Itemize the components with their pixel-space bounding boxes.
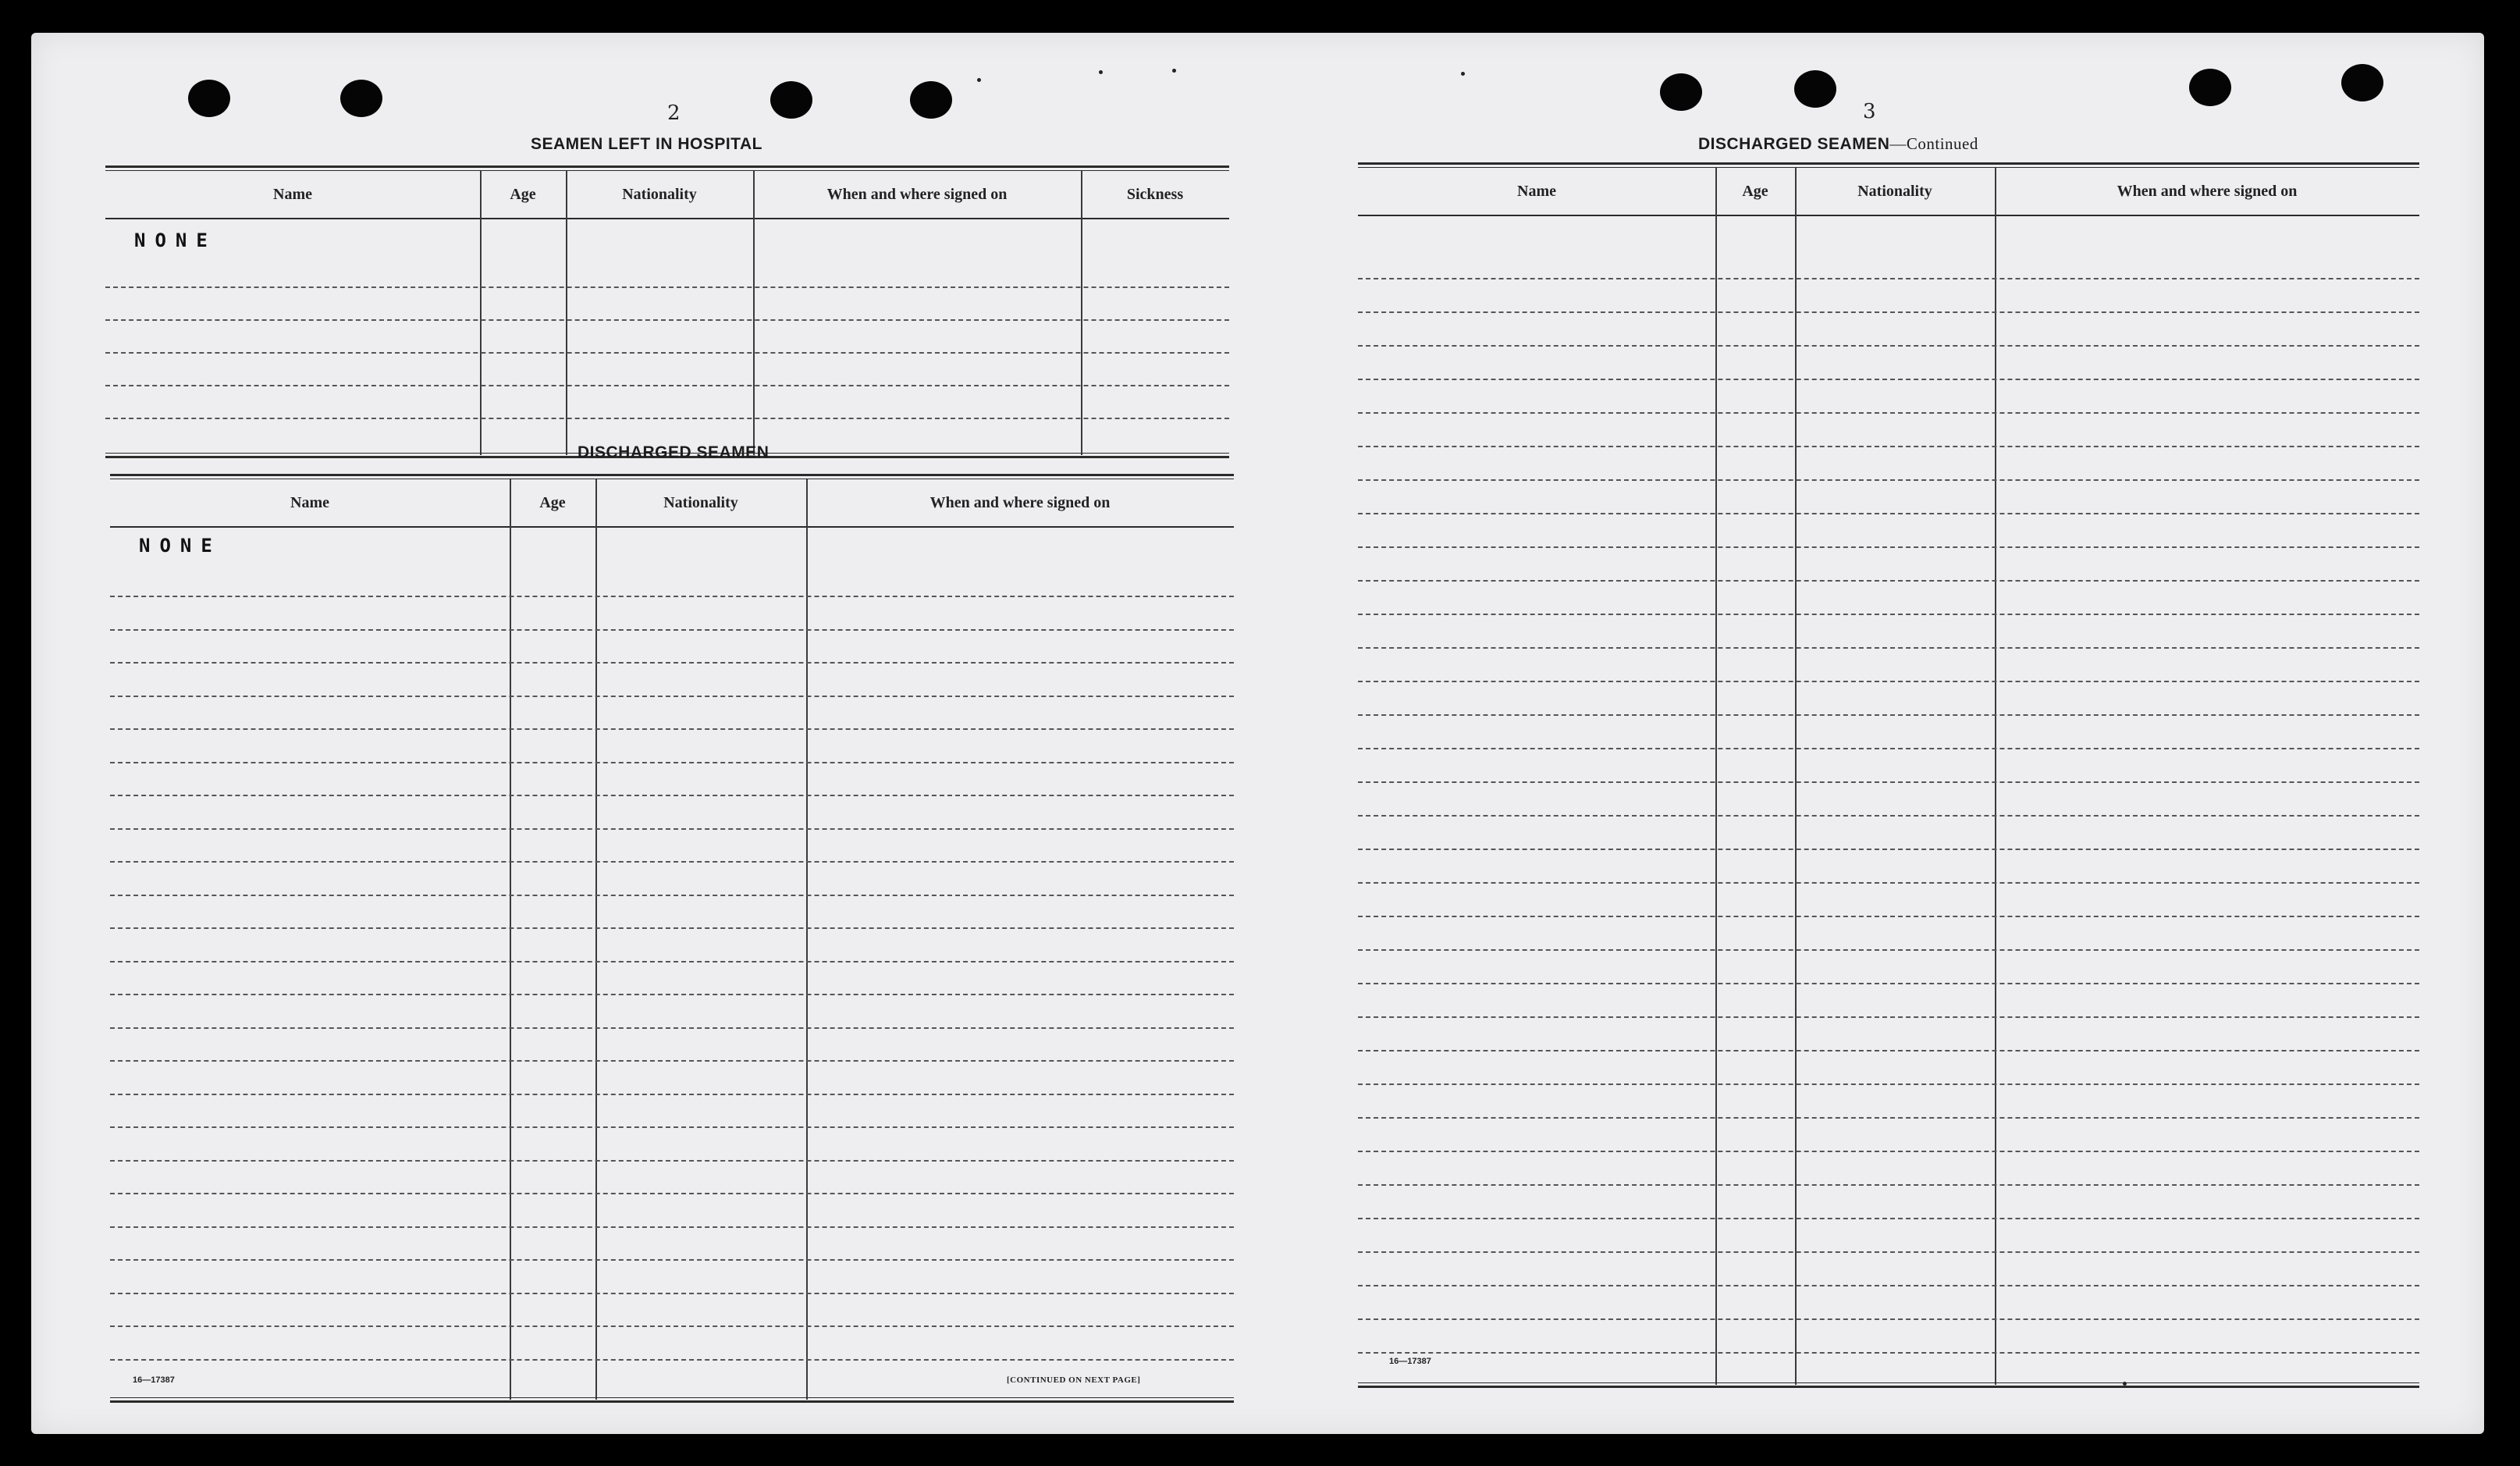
ink-speck — [977, 78, 981, 82]
ruled-line — [110, 1193, 1234, 1194]
ruled-line — [110, 795, 1234, 796]
ruled-line — [110, 1359, 1234, 1361]
ruled-line — [1358, 1016, 2419, 1018]
ruled-line — [1358, 647, 2419, 649]
punch-hole — [340, 80, 382, 117]
double-rule — [1358, 162, 2419, 168]
form-number: 16—17387 — [133, 1375, 175, 1385]
column-header-age: Age — [510, 185, 536, 203]
column-header-name: Name — [290, 493, 329, 511]
column-header-nationality: Nationality — [1857, 182, 1932, 200]
ruled-line — [1358, 748, 2419, 749]
column-header-nationality: Nationality — [622, 185, 697, 203]
column-divider — [1795, 168, 1797, 1385]
hospital-entry-none: NONE — [134, 230, 217, 251]
discharged-entry-none: NONE — [139, 535, 222, 557]
ruled-line — [110, 596, 1234, 597]
ruled-line — [110, 1259, 1234, 1261]
ruled-line — [1358, 1083, 2419, 1085]
ruled-line — [110, 662, 1234, 664]
column-divider — [1081, 171, 1082, 455]
ruled-line — [1358, 345, 2419, 347]
ruled-line — [1358, 983, 2419, 984]
column-header-age: Age — [539, 493, 566, 511]
ink-speck — [1099, 70, 1103, 74]
ruled-line — [110, 1160, 1234, 1162]
column-header-age: Age — [1742, 182, 1768, 200]
punch-hole — [1660, 73, 1702, 111]
form-number: 16—17387 — [1389, 1357, 1431, 1366]
ruled-line — [110, 994, 1234, 995]
double-rule — [110, 474, 1234, 479]
ruled-line — [1358, 949, 2419, 951]
ruled-line — [1358, 546, 2419, 548]
ruled-line — [110, 629, 1234, 631]
table-header — [1358, 168, 2419, 216]
ruled-line — [1358, 1218, 2419, 1219]
ruled-line — [110, 1325, 1234, 1327]
column-divider — [806, 479, 808, 1400]
ruled-line — [1358, 1184, 2419, 1186]
ruled-line — [105, 352, 1229, 354]
discharged-continued-table — [1358, 162, 2419, 1388]
ruled-line — [1358, 1285, 2419, 1286]
page-number: 2 — [667, 101, 681, 125]
ruled-line — [1358, 580, 2419, 582]
ruled-line — [1358, 379, 2419, 380]
column-divider — [1715, 168, 1717, 1385]
ruled-line — [1358, 1151, 2419, 1152]
ruled-line — [105, 319, 1229, 321]
punch-hole — [910, 81, 952, 119]
ledger-sheet — [31, 33, 2484, 1434]
ruled-line — [1358, 1050, 2419, 1051]
double-rule — [1358, 1382, 2419, 1388]
ruled-line — [110, 1293, 1234, 1294]
ruled-line — [1358, 412, 2419, 414]
hospital-table — [105, 165, 1229, 458]
column-header-signed-on: When and where signed on — [2117, 182, 2298, 200]
ruled-line — [105, 418, 1229, 419]
ink-speck — [1461, 72, 1465, 76]
ruled-line — [1358, 781, 2419, 783]
ruled-line — [1358, 446, 2419, 447]
title-main: DISCHARGED SEAMEN — [1698, 135, 1890, 153]
ruled-line — [1358, 278, 2419, 279]
punch-hole — [770, 81, 812, 119]
ruled-line — [110, 1060, 1234, 1062]
column-divider — [480, 171, 482, 455]
ruled-line — [110, 1226, 1234, 1228]
ruled-line — [110, 861, 1234, 863]
ruled-line — [1358, 849, 2419, 850]
ruled-line — [110, 728, 1234, 730]
ruled-line — [1358, 1318, 2419, 1320]
discharged-section-title: DISCHARGED SEAMEN — [578, 443, 770, 461]
column-divider — [566, 171, 567, 455]
column-divider — [753, 171, 755, 455]
hospital-section-title: SEAMEN LEFT IN HOSPITAL — [531, 135, 762, 153]
column-header-nationality: Nationality — [663, 493, 738, 511]
discharged-table — [110, 474, 1234, 1403]
table-header — [110, 479, 1234, 528]
ruled-line — [1358, 1117, 2419, 1119]
ruled-line — [1358, 1251, 2419, 1253]
ruled-line — [110, 1126, 1234, 1128]
ink-speck — [1172, 69, 1176, 73]
punch-hole — [2189, 69, 2231, 106]
punch-hole — [2341, 64, 2383, 101]
table-header — [105, 171, 1229, 219]
ruled-line — [105, 286, 1229, 288]
ruled-line — [110, 927, 1234, 929]
column-divider — [510, 479, 511, 1400]
ruled-line — [1358, 714, 2419, 716]
ruled-line — [1358, 815, 2419, 817]
column-divider — [1995, 168, 1996, 1385]
ruled-line — [110, 762, 1234, 763]
column-header-signed-on: When and where signed on — [826, 185, 1008, 203]
ruled-line — [105, 385, 1229, 386]
column-header-sickness: Sickness — [1126, 185, 1184, 203]
title-continued: —Continued — [1889, 134, 1978, 153]
column-divider — [595, 479, 597, 1400]
ruled-line — [110, 961, 1234, 963]
punch-hole — [1794, 70, 1836, 108]
column-header-name: Name — [273, 185, 312, 203]
ruled-line — [110, 895, 1234, 896]
ruled-line — [110, 828, 1234, 830]
ruled-line — [110, 696, 1234, 697]
ruled-line — [1358, 479, 2419, 481]
ruled-line — [1358, 513, 2419, 514]
continued-note: [CONTINUED ON NEXT PAGE] — [1007, 1375, 1141, 1385]
punch-hole — [188, 80, 230, 117]
page-number: 3 — [1863, 100, 1876, 123]
column-header-name: Name — [1517, 182, 1556, 200]
ruled-line — [1358, 882, 2419, 884]
discharged-continued-title — [1698, 134, 1978, 154]
double-rule — [110, 1397, 1234, 1403]
ruled-line — [1358, 614, 2419, 615]
ruled-line — [110, 1094, 1234, 1095]
column-header-signed-on: When and where signed on — [929, 493, 1111, 511]
ruled-line — [1358, 916, 2419, 917]
ruled-line — [1358, 311, 2419, 313]
ruled-line — [1358, 1352, 2419, 1354]
ruled-line — [110, 1027, 1234, 1029]
ruled-line — [1358, 681, 2419, 682]
double-rule — [105, 165, 1229, 171]
